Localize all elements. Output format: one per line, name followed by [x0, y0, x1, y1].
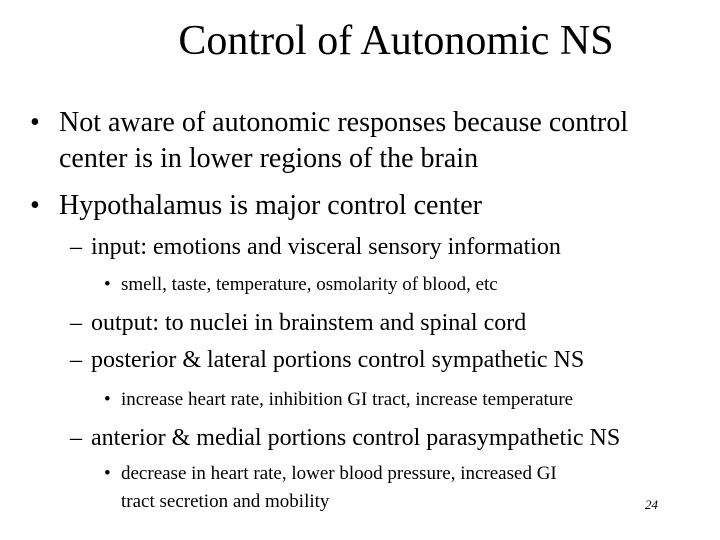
bullet-text-line: Not aware of autonomic responses because control: [59, 107, 629, 138]
dash-marker: –: [70, 310, 82, 336]
sub-bullet-text-line: input: emotions and visceral sensory information: [91, 234, 561, 260]
dash-marker: –: [70, 425, 82, 451]
sub-sub-bullet-text-line: decrease in heart rate, lower blood pressure, increased GI: [121, 463, 557, 484]
page-number: 24: [645, 497, 658, 512]
dash-marker: –: [70, 347, 82, 373]
bullet-marker: •: [104, 389, 111, 410]
bullet-marker: •: [30, 107, 40, 138]
dash-marker: –: [70, 234, 82, 260]
sub-bullet-text-line: output: to nuclei in brainstem and spinal cord: [91, 310, 527, 336]
bullet-marker: •: [104, 274, 111, 295]
bullet-marker: •: [30, 190, 40, 221]
sub-bullet-text-line: posterior & lateral portions control sympathetic NS: [91, 347, 585, 373]
bullet-text-line: center is in lower regions of the brain: [59, 143, 479, 174]
bullet-text-line: Hypothalamus is major control center: [59, 190, 482, 221]
slide-title: Control of Autonomic NS: [178, 18, 614, 64]
sub-sub-bullet-text-line: smell, taste, temperature, osmolarity of blood, etc: [121, 274, 498, 295]
sub-sub-bullet-text-line: tract secretion and mobility: [121, 491, 330, 512]
sub-sub-bullet-text-line: increase heart rate, inhibition GI tract, increase temperature: [121, 389, 574, 410]
sub-bullet-text-line: anterior & medial portions control parasympathetic NS: [91, 425, 621, 451]
bullet-marker: •: [104, 463, 111, 484]
